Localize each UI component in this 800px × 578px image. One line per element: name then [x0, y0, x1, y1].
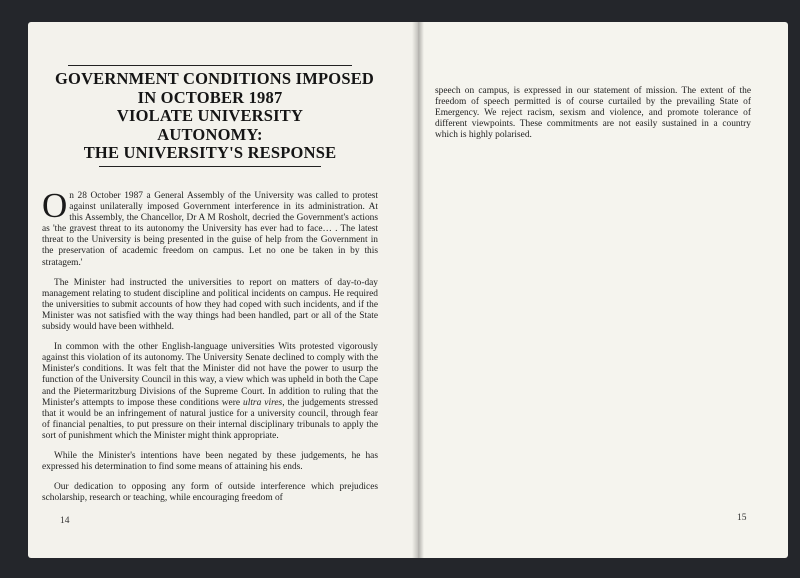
paragraph-2: The Minister had instructed the universities to report on matters of day-to-day management relating to student discipline and political incidents on campus. He required the universities to submit accounts of how they had coped with such incidents, and if the Minister was not satisfied with the way things had been handled, part or all of the State subsidy would have been withheld.: [42, 277, 378, 333]
paragraph-1: [42, 186, 378, 269]
paragraph-3-italic: ultra vires: [243, 397, 283, 408]
chapter-title: [55, 65, 375, 167]
page-number-right: 15: [737, 513, 747, 523]
right-body-text: [435, 86, 751, 141]
right-paragraph-1: speech on campus, is expressed in our statement of mission. The extent of the freedom of speech permitted is of course curtailed by the prevailing State of Emergency. We reject racism, sexism and violence, and promote tolerance of different viewpoints. These commitments are not easily sustained in a country which is highly polarised.: [435, 86, 751, 141]
title-bottom-rule: [99, 166, 321, 167]
paragraph-1-text: n 28 October 1987 a General Assembly of the University was called to protest against unilaterally imposed Government interference in its administration. At this Assembly, the Chancellor, Dr A M Rosholt, decried the Government's actions as 'the gravest threat to its autonomy the University has ever had to face… . The latest threat to the University is being presented in the guise of help from the Government in the preservation of academic freedom on campus. Let no one be taken in by this stratagem.': [42, 191, 378, 268]
book-spine: [412, 22, 424, 558]
title-line-4: AUTONOMY:: [157, 124, 263, 144]
title-line-1: GOVERNMENT CONDITIONS IMPOSED: [55, 69, 375, 88]
paragraph-3: [42, 342, 378, 442]
page-number-left: 14: [60, 516, 70, 526]
title-line-2: IN OCTOBER 1987: [137, 87, 283, 107]
title-line-3: VIOLATE UNIVERSITY: [116, 106, 304, 126]
paragraph-3-text-b: , the judgements stressed that it would be an infringement of natural justice for a university council, through fear of financial penalties, to put pressure on their internal disciplinary tribunals to apply the sort of punishment which the Minister might think appropriate.: [42, 397, 378, 441]
paragraph-3-text-a: In common with the other English-language universities Wits protested vigorously against this violation of its autonomy. The University Senate declined to comply with the Minister's conditions. It was felt that the Minister did not have the power to usurp the function of the University Council in this way, a view which was upheld in both the Cape and the Pietermaritzburg Divisions of the Supreme Court. In addition to ruling that the Minister's attempts to impose these conditions were: [42, 342, 378, 408]
title-lines: [55, 66, 375, 166]
paragraph-5: Our dedication to opposing any form of outside interference which prejudices scholarship, research or teaching, while encouraging freedom of: [42, 482, 378, 504]
drop-cap: O: [42, 186, 68, 225]
title-line-5: THE UNIVERSITY'S RESPONSE: [83, 143, 337, 163]
left-body-text: [42, 186, 378, 513]
paragraph-4: While the Minister's intentions have been negated by these judgements, he has expressed his determination to find some means of attaining his ends.: [42, 450, 378, 473]
